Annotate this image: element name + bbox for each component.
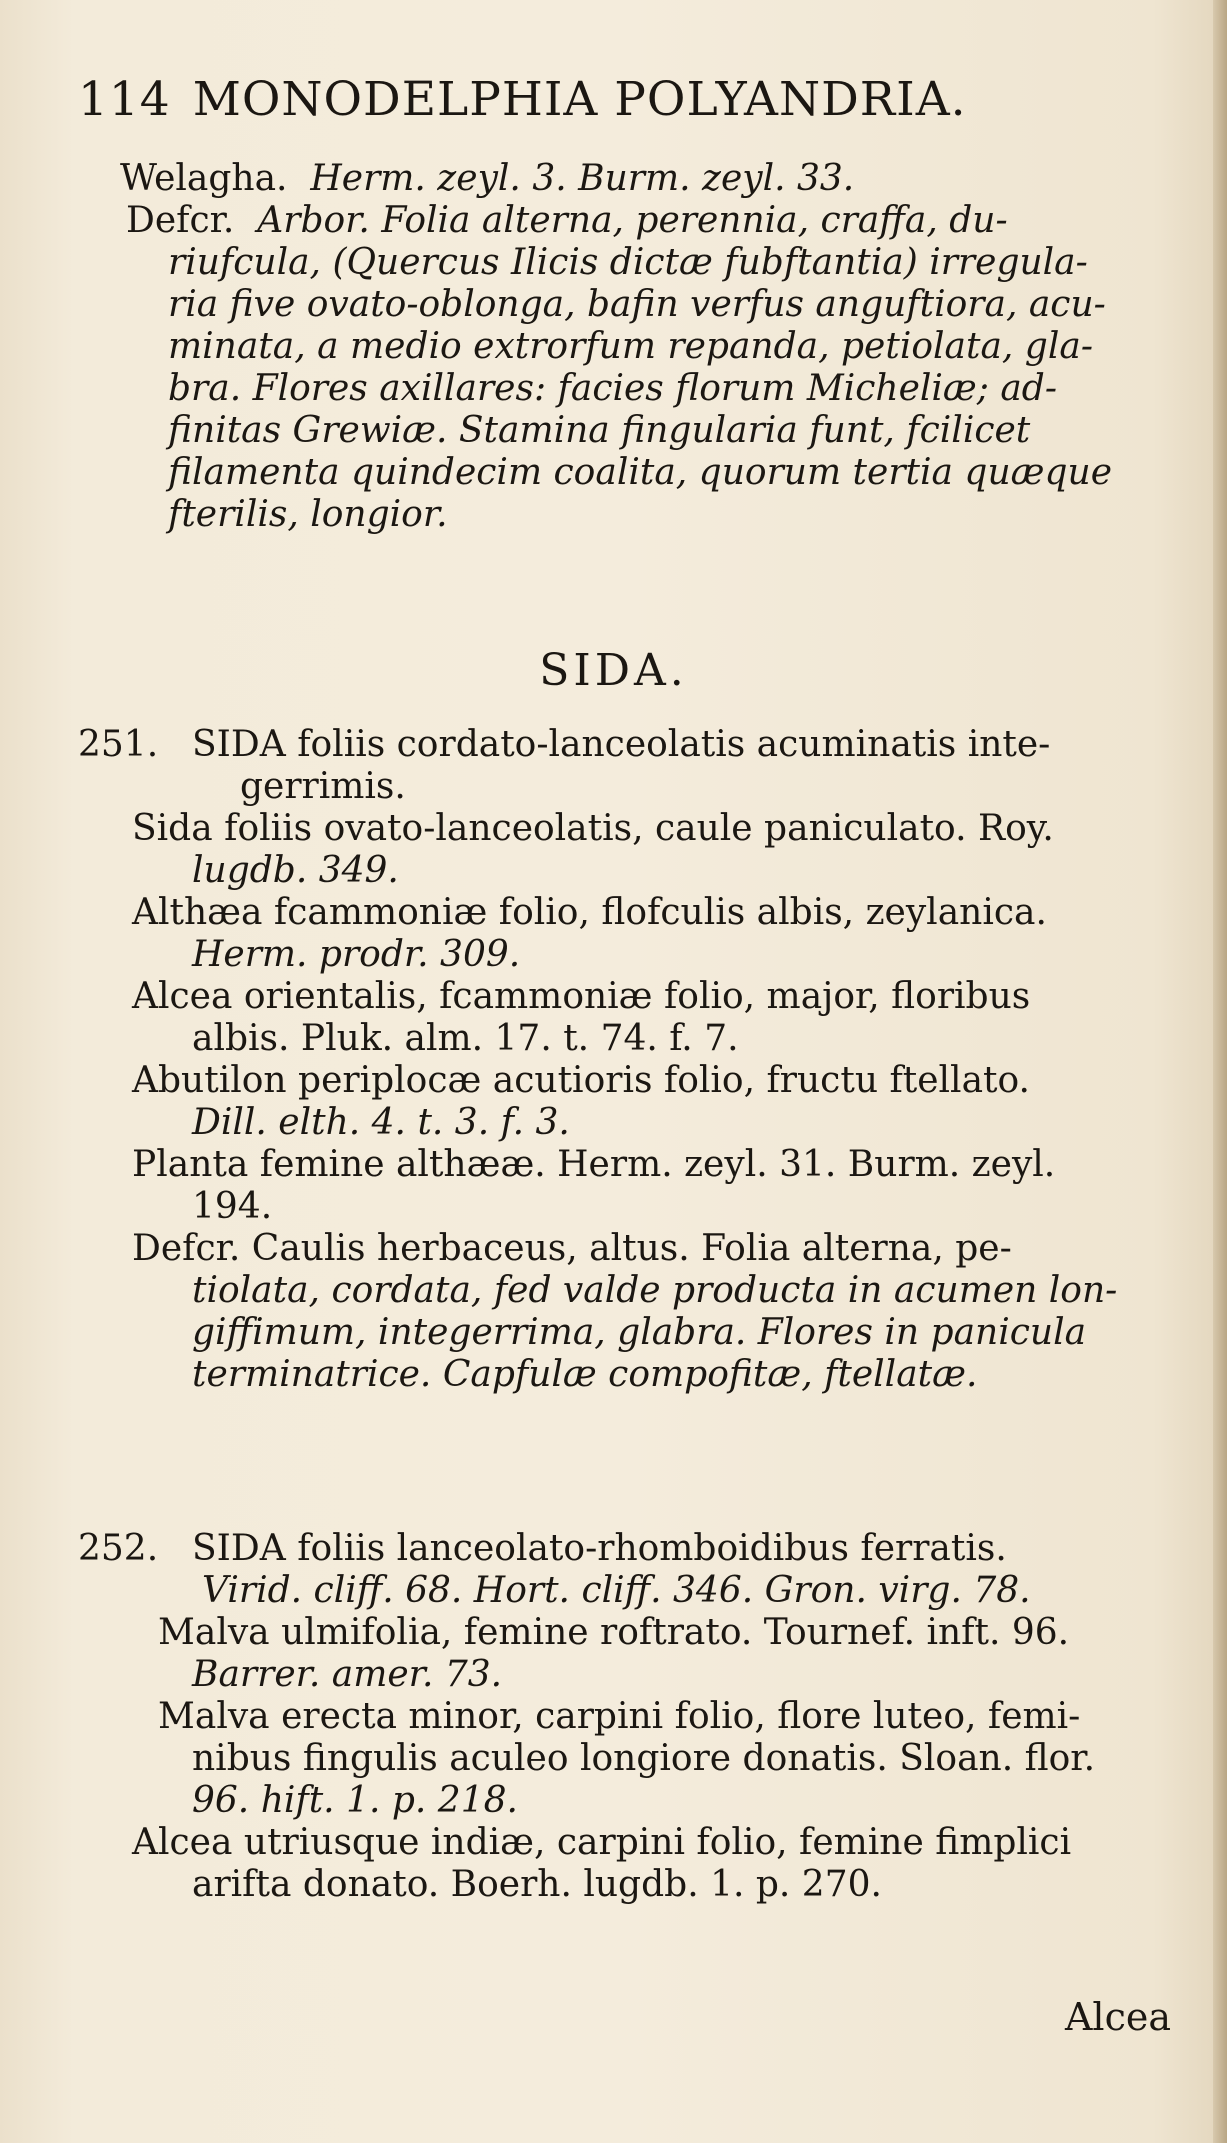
- entry-252: [132, 1528, 1182, 1906]
- text-line: albis. Pluk. alm. 17. t. 74. f. 7.: [192, 1018, 739, 1059]
- text-line: bra. Flores axillares: facies florum Micheliæ; ad-: [168, 368, 1058, 409]
- text-line: Sida foliis ovato-lanceolatis, caule paniculato. Roy.: [132, 808, 1054, 849]
- text-line: Alcea orientalis, fcammoniæ folio, major, floribus: [132, 976, 1031, 1017]
- text-line: lugdb. 349.: [192, 850, 399, 891]
- text-line: terminatrice. Capfulæ compofitæ, ftellatæ.: [192, 1354, 978, 1395]
- text-line: Barrer. amer. 73.: [192, 1654, 503, 1695]
- text-line: SIDA foliis cordato-lanceolatis acuminatis inte-: [192, 724, 1051, 765]
- text-line: Herm. prodr. 309.: [192, 934, 521, 975]
- text-line: nibus fingulis aculeo longiore donatis. Sloan. flor.: [192, 1738, 1096, 1779]
- section-title: SIDA.: [539, 645, 688, 696]
- text-line: Malva erecta minor, carpini folio, flore luteo, femi-: [158, 1696, 1081, 1737]
- catchword: Alcea: [1064, 1995, 1171, 2039]
- text-line: tiolata, cordata, fed valde producta in acumen lon-: [192, 1270, 1118, 1311]
- descr-label: Defcr.: [126, 200, 235, 241]
- text-line: Althæa fcammoniæ folio, flofculis albis, zeylanica.: [132, 892, 1047, 933]
- text-line: filamenta quindecim coalita, quorum tertia quæque: [168, 452, 1113, 493]
- text-line: 194.: [192, 1186, 273, 1227]
- text-line: fterilis, longior.: [168, 494, 448, 535]
- text-line: minata, a medio extrorfum repanda, petiolata, gla-: [168, 326, 1093, 367]
- page-number: 114: [78, 72, 171, 127]
- text-line: SIDA foliis lanceolato-rhomboidibus ferratis.: [192, 1528, 1007, 1569]
- text-line: ria five ovato-oblonga, bafin verfus anguftiora, acu-: [168, 284, 1106, 325]
- text-line: arifta donato. Boerh. lugdb. 1. p. 270.: [192, 1864, 882, 1905]
- text-line: Malva ulmifolia, femine roftrato. Tournef. inft. 96.: [158, 1612, 1070, 1653]
- page-edge: [1213, 0, 1227, 2143]
- running-header: [78, 72, 1178, 127]
- welagha-description: [120, 158, 1180, 536]
- text-line: giffimum, integerrima, glabra. Flores in panicula: [192, 1312, 1087, 1353]
- text-line: Arbor. Folia alterna, perennia, craffa, du-: [257, 200, 1008, 241]
- running-title: MONODELPHIA POLYANDRIA.: [192, 72, 967, 127]
- text-line: Planta femine althææ. Herm. zeyl. 31. Burm. zeyl.: [132, 1144, 1056, 1185]
- reference: Herm. zeyl. 3. Burm. zeyl. 33.: [310, 158, 855, 199]
- text-line: Virid. cliff. 68. Hort. cliff. 346. Gron. virg. 78.: [202, 1570, 1031, 1611]
- text-line: Abutilon periplocæ acutioris folio, fructu ftellato.: [132, 1060, 1030, 1101]
- text-line: 96. hift. 1. p. 218.: [192, 1780, 518, 1821]
- text-line: finitas Grewiæ. Stamina fingularia funt, fcilicet: [168, 410, 1031, 451]
- text-line: Alcea utriusque indiæ, carpini folio, femine fimplici: [132, 1822, 1072, 1863]
- text-line: Defcr. Caulis herbaceus, altus. Folia alterna, pe-: [132, 1228, 1012, 1269]
- entry-251: [132, 724, 1182, 1396]
- entry-number: 252.: [78, 1528, 159, 1569]
- entry-number: 251.: [78, 724, 159, 765]
- entry-name: Welagha.: [120, 158, 288, 199]
- text-line: gerrimis.: [240, 766, 406, 807]
- text-line: riufcula, (Quercus Ilicis dictæ fubftantia) irregula-: [168, 242, 1088, 283]
- text-line: Dill. elth. 4. t. 3. f. 3.: [192, 1102, 570, 1143]
